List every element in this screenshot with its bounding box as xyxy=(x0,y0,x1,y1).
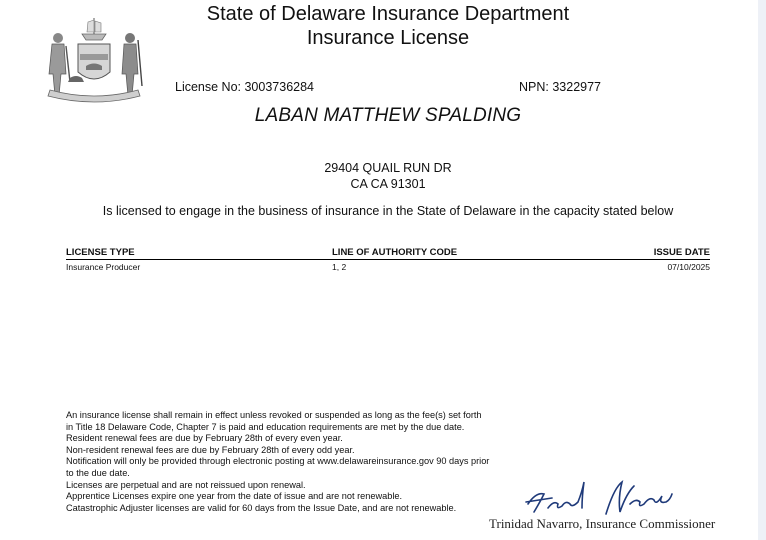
licensee-name: LABAN MATTHEW SPALDING xyxy=(254,105,522,126)
license-number: License No: 3003736284 xyxy=(175,80,315,94)
note-item: Licenses are perpetual and are not reissued upon renewal. xyxy=(66,479,306,490)
license-statement: Is licensed to engage in the business of insurance in the State of Delaware in the capacity stated below xyxy=(102,204,674,218)
note-item: Catastrophic Adjuster licenses are valid for 60 days from the Issue Date, and are not renewable. xyxy=(66,502,457,513)
commissioner-signature xyxy=(522,478,682,520)
cell-line-of-authority: 1, 2 xyxy=(332,262,347,272)
note-item: Non-resident renewal fees are due by February 28th of every odd year. xyxy=(66,444,355,455)
cell-license-type: Insurance Producer xyxy=(66,262,141,272)
license-notes xyxy=(66,410,490,514)
note-item: Notification will only be provided through electronic posting at www.delawareinsurance.gov 90 days prior to the due date. xyxy=(66,456,490,478)
table-header-row xyxy=(66,247,710,260)
document-title: State of Delaware Insurance Department xyxy=(206,3,570,25)
cell-issue-date: 07/10/2025 xyxy=(667,262,710,272)
header-issue-date: ISSUE DATE xyxy=(653,247,710,258)
note-item: An insurance license shall remain in effect unless revoked or suspended as long as the fee(s) set forth in Title 18 Delaware Code, Chapter 7 is paid and education requirements are met by the due date. xyxy=(66,410,482,432)
note-item: Resident renewal fees are due by February 28th of every even year. xyxy=(66,433,343,444)
npn-number: NPN: 3322977 xyxy=(519,80,602,94)
signature-caption: Trinidad Navarro, Insurance Commissioner xyxy=(489,516,716,531)
note-item: Apprentice Licenses expire one year from the date of issue and are not renewable. xyxy=(66,491,403,502)
address-line-1: 29404 QUAIL RUN DR xyxy=(324,161,452,175)
header-line-of-authority: LINE OF AUTHORITY CODE xyxy=(332,247,458,258)
table-row xyxy=(66,262,710,274)
license-table xyxy=(66,247,710,274)
header-license-type: LICENSE TYPE xyxy=(66,247,135,258)
address-line-2: CA CA 91301 xyxy=(350,177,426,191)
document-subtitle: Insurance License xyxy=(306,27,470,49)
